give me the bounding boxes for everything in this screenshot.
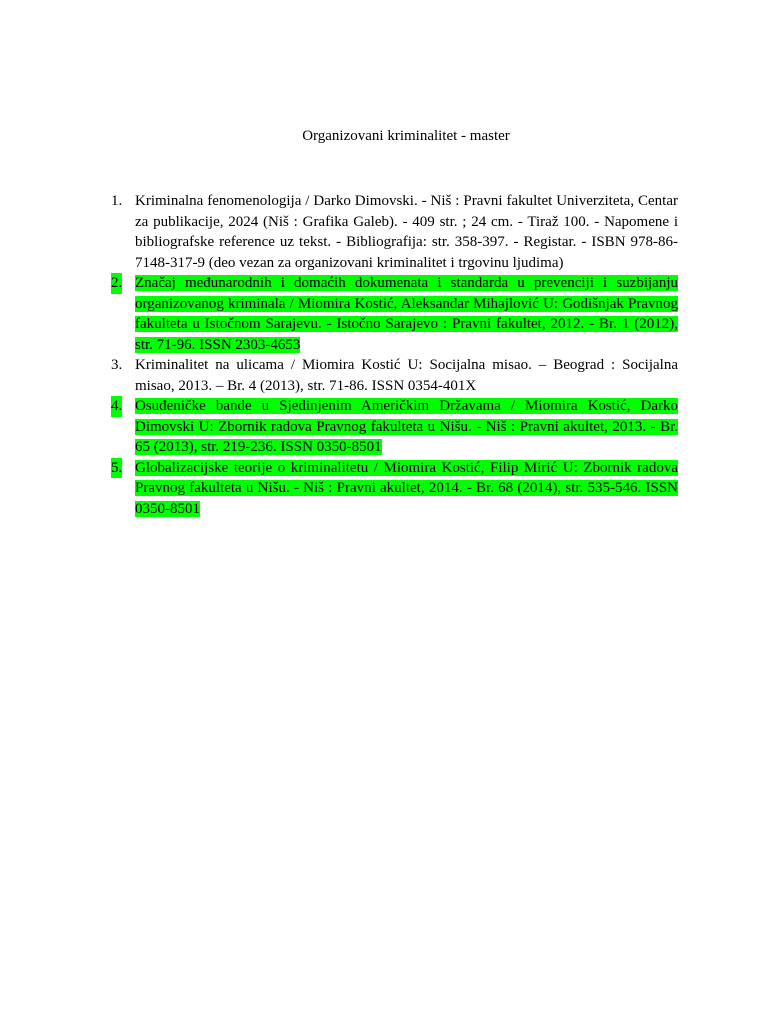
entry-number: 2. (111, 273, 122, 294)
entry-text: Kriminalitet na ulicama / Miomira Kostić U: Socijalna misao. – Beograd : Socijalna misao, 2013. – Br. 4 (2013), str. 71-86. ISSN 0354-401X (135, 357, 678, 394)
entry-number: 1. (111, 193, 123, 209)
entry-number: 4. (111, 396, 122, 417)
bibliography-list (111, 191, 678, 519)
entry-number: 3. (111, 357, 123, 373)
bibliography-entry (111, 355, 678, 396)
entry-text: Osuđeničke bande u Sjedinjenim Američkim Državama / Miomira Kostić, Darko Dimovski U: Zbornik radova Pravnog fakulteta u Nišu. - Niš : Pravni akultet, 2013. - Br. 65 (2013), str. 219-236. ISSN 0350-8501 (135, 398, 678, 455)
document-title: Organizovani kriminalitet - master (302, 128, 510, 144)
entry-text: Kriminalna fenomenologija / Darko Dimovski. - Niš : Pravni fakultet Univerziteta, Centar za publikacije, 2024 (Niš : Grafika Galeb). - 409 str. ; 24 cm. - Tiraž 100. - Napomene i bibliografske reference uz tekst. - Bibliografija: str. 358-397. - Registar. - ISBN 978-86-7148-317-9 (deo vezan za organizovani kriminalitet i trgovinu ljudima) (135, 193, 678, 271)
bibliography-entry (111, 273, 678, 355)
entry-text: Značaj međunarodnih i domaćih dokumenata i standarda u prevenciji i suzbijanju organizovanog kriminala / Miomira Kostić, Aleksandar Mihajlović U: Godišnjak Pravnog fakulteta u Istočnom Sarajevu. - Istočno Sarajevo : Pravni fakultet, 2012. - Br. 1 (2012), str. 71-96. ISSN 2303-4653 (135, 275, 678, 353)
bibliography-entry (111, 458, 678, 520)
entry-number: 5. (111, 458, 122, 479)
bibliography-entry (111, 396, 678, 458)
entry-text: Globalizacijske teorije o kriminalitetu / Miomira Kostić, Filip Mirić U: Zbornik radova Pravnog fakulteta u Nišu. - Niš : Pravni akultet, 2014. - Br. 68 (2014), str. 535-546. ISSN 0350-8501 (135, 459, 678, 517)
bibliography-entry (111, 191, 678, 273)
